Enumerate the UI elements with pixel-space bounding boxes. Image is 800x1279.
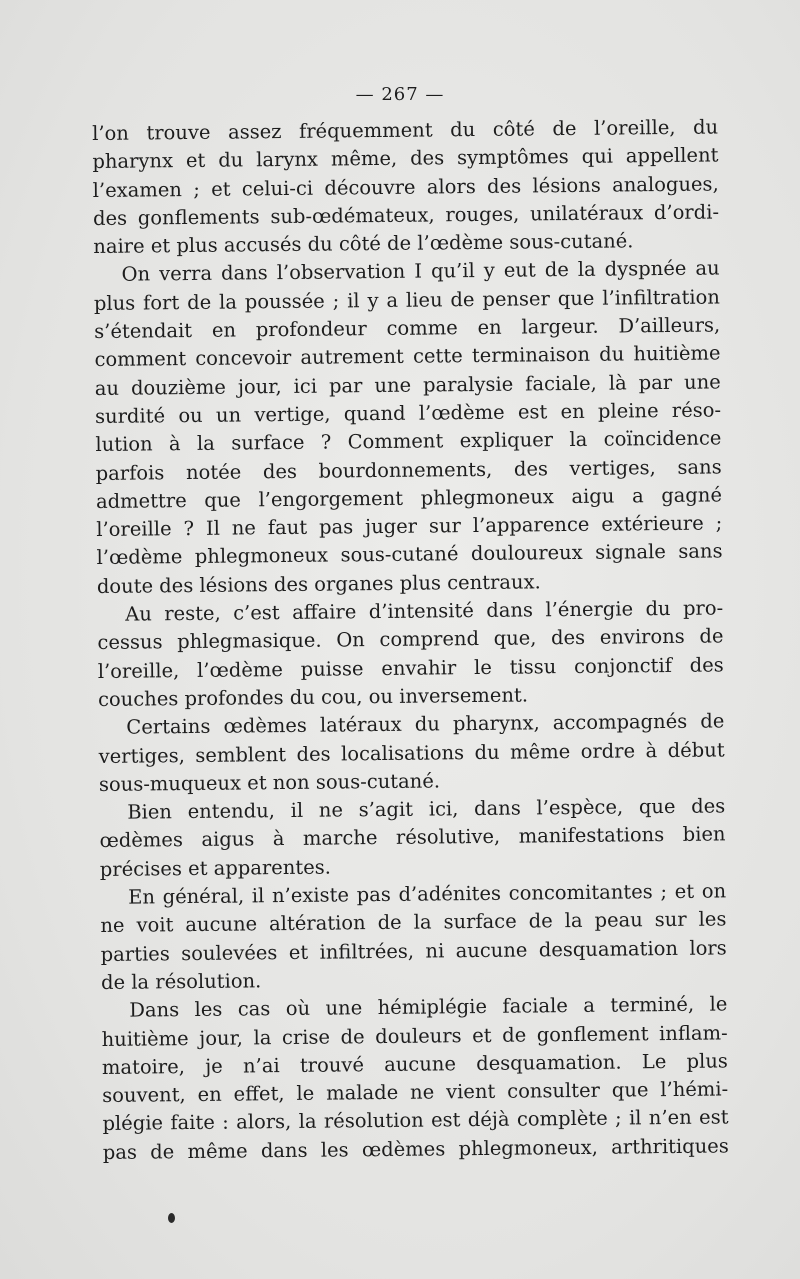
text-line: naire et plus accusés du côté de l’œdème sous-cutané. — [93, 229, 634, 259]
text-line: Bien entendu, il ne s’agit ici, dans l’espèce, que des — [127, 794, 726, 824]
text-line: huitième jour, la crise de douleurs et de gonflement inflam- — [101, 1020, 728, 1051]
text-line: admettre que l’engorgement phlegmoneux aigu a gagné — [95, 483, 723, 513]
text-line: au douzième jour, ici par une paralysie faciale, là par une — [94, 370, 721, 400]
text-line: matoire, je n’ai trouvé aucune desquamation. Le plus — [101, 1049, 729, 1079]
text-line: l’examen ; et celui-ci découvre alors des lésions analogues, — [92, 172, 719, 202]
text-line: l’oreille, l’œdème puisse envahir le tissu conjonctif des — [97, 653, 724, 683]
text-line: parties soulevées et infiltrées, ni aucune desquamation lors — [100, 936, 727, 966]
text-line: On verra dans l’observation I qu’il y eut de la dyspnée au — [121, 256, 720, 287]
text-line: ne voit aucune altération de la surface de la peau sur les — [100, 907, 727, 938]
text-line: sous-muqueux et non sous-cutané. — [98, 769, 441, 796]
text-line: plégie faite : alors, la résolution est déjà complète ; il n’en est — [102, 1105, 729, 1136]
ink-spot — [168, 1213, 175, 1223]
text-line: souvent, en effet, le malade ne vient consulter que l’hémi- — [102, 1077, 729, 1108]
text-line: œdèmes aigus à marche résolutive, manifestations bien — [99, 822, 726, 853]
text-line: de la résolution. — [100, 969, 262, 994]
text-line: doute des lésions des organes plus centraux. — [96, 570, 541, 598]
text-line: vertiges, semblent des localisations du même ordre à début — [98, 737, 725, 768]
text-line: En général, il n’existe pas d’adénites concomitantes ; et on — [128, 879, 727, 909]
body-text — [92, 113, 729, 1166]
text-line: précises et apparentes. — [99, 855, 332, 881]
text-line: Dans les cas où une hémiplégie faciale a terminé, le — [129, 992, 728, 1022]
text-line: cessus phlegmasique. On comprend que, des environs de — [97, 624, 724, 655]
text-line: Au reste, c’est affaire d’intensité dans l’énergie du pro- — [125, 596, 724, 626]
text-line: parfois notée des bourdonnements, des vertiges, sans — [95, 454, 722, 485]
text-line: des gonflements sub-œdémateux, rouges, unilatéraux d’ordi- — [92, 200, 720, 230]
text-line: pharynx et du larynx même, des symptômes qui appellent — [92, 143, 719, 174]
text-line: l’oreille ? Il ne faut pas juger sur l’apparence extérieure ; — [96, 511, 723, 542]
text-line: couches profondes du cou, ou inversement. — [97, 683, 529, 711]
text-line: Certains œdèmes latéraux du pharynx, accompagnés de — [126, 709, 725, 739]
page-number: — 267 — — [355, 84, 445, 105]
text-line: surdité ou un vertige, quand l’œdème est en pleine réso- — [94, 398, 722, 428]
text-line: plus fort de la poussée ; il y a lieu de penser que l’infiltration — [93, 285, 721, 315]
text-line: l’œdème phlegmoneux sous-cutané douloureux signale sans — [96, 539, 723, 570]
text-line: s’étendait en profondeur comme en largeur. D’ailleurs, — [94, 313, 721, 344]
text-line: lution à la surface ? Comment expliquer la coïncidence — [95, 426, 722, 457]
text-line: l’on trouve assez fréquemment du côté de l’oreille, du — [92, 115, 719, 145]
text-line: pas de même dans les œdèmes phlegmoneux, arthritiques — [102, 1134, 729, 1164]
text-line: comment concevoir autrement cette terminaison du huitième — [94, 341, 721, 372]
